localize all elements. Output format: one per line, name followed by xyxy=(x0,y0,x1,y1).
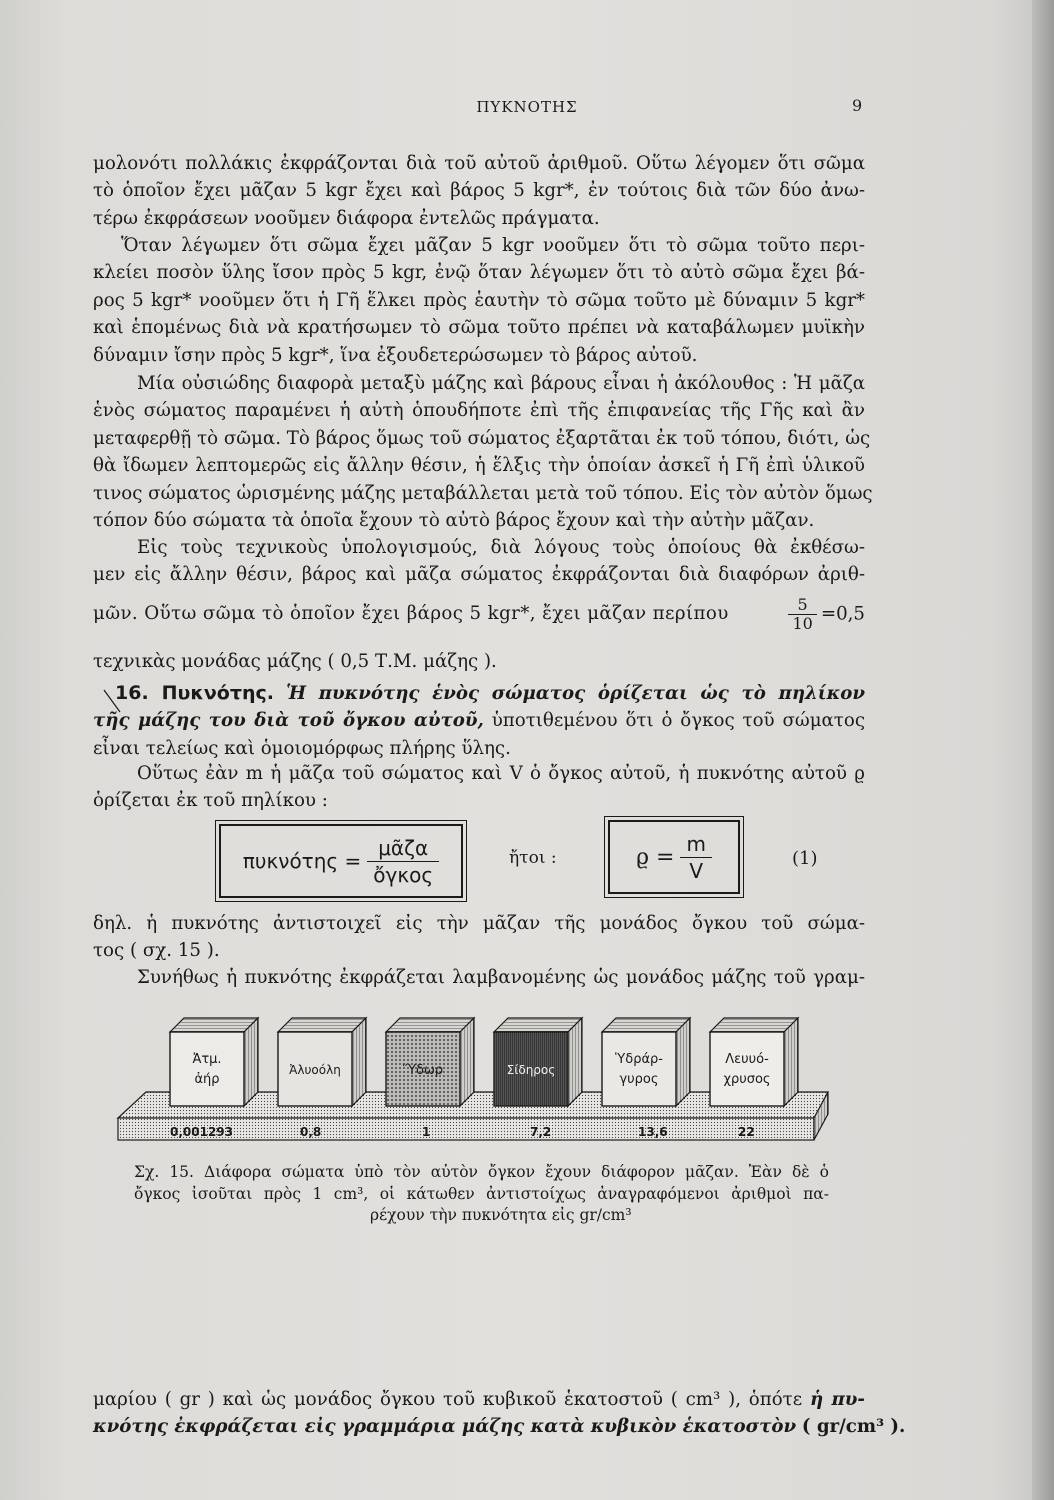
density-value: 7,2 xyxy=(530,1125,552,1139)
caption-line: Σχ. 15. Διάφορα σώματα ὑπὸ τὸν αὐτὸν ὄγκον ἔχουν διάφορον μᾶζαν. Ἐὰν δὲ ὁ xyxy=(134,1163,829,1181)
running-header: ΠΥΚΝΟΤΗΣ xyxy=(476,98,578,116)
text-line: τεχνικὰς μονάδας μάζης ( 0,5 Τ.Μ. μάζης ). xyxy=(93,651,497,672)
text-line: τέρω ἐκφράσεων νοοῦμεν διάφορα ἐντελῶς πράγματα. xyxy=(93,207,600,229)
text-line: μεταφερθῇ τὸ σῶμα. Τὸ βάρος ὅμως τοῦ σώματος ἐξαρτᾶται ἐκ τοῦ τόπου, διότι, ὡς xyxy=(93,427,871,449)
cube-2 xyxy=(278,1018,366,1106)
paragraph-4 xyxy=(93,534,865,589)
caption-line: ὄγκος ἰσοῦται πρὸς 1 cm³, οἱ κάτωθεν ἀντιστοίχως ἀναγραφόμενοι ἀριθμοὶ πα- xyxy=(134,1184,829,1203)
paragraph-5 xyxy=(93,760,865,815)
cube-side xyxy=(352,1018,366,1106)
density-formula-box xyxy=(608,820,740,894)
rho-symbol: ϱ = xyxy=(636,844,675,870)
cube-3 xyxy=(386,1018,474,1106)
cube-top xyxy=(386,1018,474,1032)
cube-side xyxy=(568,1018,582,1106)
text-line: ὁρίζεται ἐκ τοῦ πηλίκου : xyxy=(93,790,328,812)
paragraph-2 xyxy=(93,232,865,369)
cube-side xyxy=(676,1018,690,1106)
equation-number: (1) xyxy=(792,848,818,869)
text-fragment: ὑποτιθεμένου ὅτι ὁ ὄγκος τοῦ σώματος xyxy=(491,710,866,732)
book-spine-shadow xyxy=(1032,0,1054,1500)
density-definition-box xyxy=(219,824,463,898)
paragraph-3 xyxy=(93,370,873,534)
text-line: Ὅταν λέγωμεν ὅτι σῶμα ἔχει μᾶζαν 5 kgr νοοῦμεν ὅτι τὸ σῶμα τοῦτο περι- xyxy=(121,235,865,256)
paragraph-8 xyxy=(93,1386,906,1441)
density-value: 0,001293 xyxy=(170,1125,234,1139)
text-fragment: μαρίου ( gr ) καὶ ὡς μονάδος ὄγκου τοῦ κυβικοῦ ἑκατοστοῦ ( cm³ ), ὁπότε xyxy=(93,1389,803,1410)
cube-top xyxy=(602,1018,690,1032)
density-value: 22 xyxy=(738,1125,755,1139)
cube-label: ἀήρ xyxy=(194,1072,220,1087)
figure-15-density-cubes xyxy=(110,1010,850,1150)
paragraph-6 xyxy=(93,910,865,965)
text-fragment: ( gr/cm³ ). xyxy=(801,1416,906,1438)
cube-label: Ὕδωρ xyxy=(402,1063,444,1078)
formula-fraction xyxy=(367,835,439,888)
text-line: μολονότι πολλάκις ἐκφράζονται διὰ τοῦ αὐτοῦ ἀριθμοῦ. Οὕτω λέγομεν ὅτι σῶμα xyxy=(93,153,865,174)
text-line: τος ( σχ. 15 ). xyxy=(93,940,220,962)
density-value: 1 xyxy=(422,1125,431,1139)
text-line: τινος σώματος ὡρισμένης μάζης μεταβάλλεται μετὰ τοῦ τόπου. Εἰς τὸν αὐτὸν ὅμως xyxy=(93,482,873,504)
formula-connector: ἤτοι : xyxy=(509,848,557,868)
cube-label: Ἀτμ. xyxy=(192,1052,222,1067)
cube-side xyxy=(244,1018,258,1106)
text-line: Οὕτως ἐὰν m ἡ μᾶζα τοῦ σώματος καὶ V ὁ ὄγκος αὐτοῦ, ἡ πυκνότης αὐτοῦ ϱ xyxy=(137,763,865,784)
cube-1 xyxy=(170,1018,258,1106)
fraction-denominator: 10 xyxy=(792,613,813,633)
text-line: Εἰς τοὺς τεχνικοὺς ὑπολογισμούς, διὰ λόγους τοὺς ὁποίους θὰ ἐκθέσω- xyxy=(137,537,865,558)
cube-side xyxy=(784,1018,798,1106)
formula-lhs: πυκνότης = xyxy=(242,849,362,873)
density-value: 13,6 xyxy=(638,1125,668,1139)
formula-numerator: μᾶζα xyxy=(367,835,439,862)
text-line: τόπον δύο σώματα τὰ ὁποῖα ἔχουν τὸ αὐτὸ βάρος ἔχουν καὶ τὴν αὐτὴν μᾶζαν. xyxy=(93,510,815,532)
text-line: ἑνὸς σώματος παραμένει ἡ αὐτὴ ὁπουδήποτε ἐπὶ τῆς ἐπιφανείας τῆς Γῆς καὶ ἂν xyxy=(93,400,865,422)
cube-4 xyxy=(494,1018,582,1106)
section-line-2 xyxy=(93,707,865,734)
text-line: δηλ. ἡ πυκνότης ἀντιστοιχεῖ εἰς τὴν μᾶζαν τῆς μονάδος ὄγκου τοῦ σώμα- xyxy=(93,913,865,934)
cube-side xyxy=(460,1018,474,1106)
cube-label: Σίδηρος xyxy=(506,1063,556,1077)
cube-label: Ὑδράρ- xyxy=(615,1052,663,1067)
density-value: 0,8 xyxy=(300,1125,322,1139)
fraction-result: =0,5 xyxy=(820,603,865,624)
text-line: εἶναι τελείως καὶ ὁμοιομόρφως πλήρης ὕλης. xyxy=(93,737,511,759)
text-line: τὸ ὁποῖον ἔχει μᾶζαν 5 kgr ἔχει καὶ βάρος 5 kgr*, ἐν τούτοις διὰ τῶν δύο ἀνω- xyxy=(93,180,865,202)
text-line: θὰ ἴδωμεν λεπτομερῶς εἰς ἄλλην θέσιν, ἡ ἕλξις τὴν ὁποίαν ἀσκεῖ ἡ Γῆ ἐπὶ ὑλικοῦ xyxy=(93,455,865,477)
page-number: 9 xyxy=(852,96,863,115)
cube-label: χρυσος xyxy=(723,1072,771,1087)
section-line-1 xyxy=(93,680,865,707)
text-line: καὶ ἑπομένως διὰ νὰ κρατήσωμεν τὸ σῶμα τοῦτο πρέπει νὰ καταβάλωμεν μυϊκὴν xyxy=(93,317,865,339)
text-line: ρος 5 kgr* νοοῦμεν ὅτι ἡ Γῆ ἕλκει πρὸς ἑαυτὴν τὸ σῶμα τοῦτο μὲ δύναμιν 5 kgr* xyxy=(93,289,865,311)
cube-top xyxy=(710,1018,798,1032)
paragraph-4-fraction-line xyxy=(93,592,865,636)
cube-top xyxy=(494,1018,582,1032)
cube-label: γυρος xyxy=(619,1072,659,1087)
mass-symbol: m xyxy=(680,831,711,858)
text-line: δύναμιν ἴσην πρὸς 5 kgr*, ἵνα ἐξουδετερώσωμεν τὸ βάρος αὐτοῦ. xyxy=(93,344,698,366)
formula-denominator: ὄγκος xyxy=(373,862,434,887)
volume-symbol: V xyxy=(689,858,704,883)
cube-label: Ἀλυοόλη xyxy=(289,1063,341,1077)
cube-label: Λευυό- xyxy=(725,1052,769,1067)
cube-front xyxy=(170,1032,244,1106)
text-line: Μία οὐσιώδης διαφορὰ μεταξὺ μάζης καὶ βάρους εἶναι ἡ ἀκόλουθος : Ἡ μᾶζα xyxy=(137,373,865,394)
cube-6 xyxy=(710,1018,798,1106)
cube-front xyxy=(602,1032,676,1106)
text-line: Συνήθως ἡ πυκνότης ἐκφράζεται λαμβανομένης ὡς μονάδος μάζης τοῦ γραμ- xyxy=(137,967,865,988)
paragraph-7 xyxy=(93,964,865,991)
text-fragment-bold: κνότης ἐκφράζεται εἰς γραμμάρια μάζης κατὰ κυβικὸν ἑκατοστὸν xyxy=(93,1416,797,1438)
paragraph-4-end xyxy=(93,648,865,675)
mass-fraction xyxy=(788,596,816,633)
text-line: μῶν. Οὕτω σῶμα τὸ ὁποῖον ἔχει βάρος 5 kgr*, ἔχει μᾶζαν περίπου xyxy=(93,603,729,625)
margin-pencil-mark xyxy=(100,688,130,718)
cube-front xyxy=(710,1032,784,1106)
m-over-v xyxy=(680,831,711,884)
text-line: μεν εἰς ἄλλην θέσιν, βάρος καὶ μᾶζα σώματος ἐκφράζονται διὰ διαφόρων ἀριθ- xyxy=(93,564,865,586)
caption-line: ρέχουν τὴν πυκνότητα εἰς gr/cm³ xyxy=(370,1206,632,1224)
figure-caption xyxy=(134,1162,829,1227)
cube-5 xyxy=(602,1018,690,1106)
cube-top xyxy=(278,1018,366,1032)
section-16 xyxy=(93,680,865,762)
text-fragment-bold: ἡ πυ- xyxy=(809,1389,865,1410)
section-heading: 16. Πυκνότης. xyxy=(115,682,274,704)
cube-top xyxy=(170,1018,258,1032)
definition-bold-1: Ἡ πυκνότης ἑνὸς σώματος ὁρίζεται ὡς τὸ πηλίκον xyxy=(286,683,865,704)
text-line xyxy=(93,1386,865,1413)
definition-bold-2: τῆς μάζης του διὰ τοῦ ὄγκου αὐτοῦ, xyxy=(93,710,484,732)
text-line: κλείει ποσὸν ὕλης ἴσον πρὸς 5 kgr, ἐνῷ ὅταν λέγωμεν ὅτι τὸ αὐτὸ σῶμα ἔχει βά- xyxy=(93,262,865,284)
fraction-numerator: 5 xyxy=(788,596,816,615)
paragraph-1 xyxy=(93,150,865,232)
text-line xyxy=(93,1413,906,1440)
